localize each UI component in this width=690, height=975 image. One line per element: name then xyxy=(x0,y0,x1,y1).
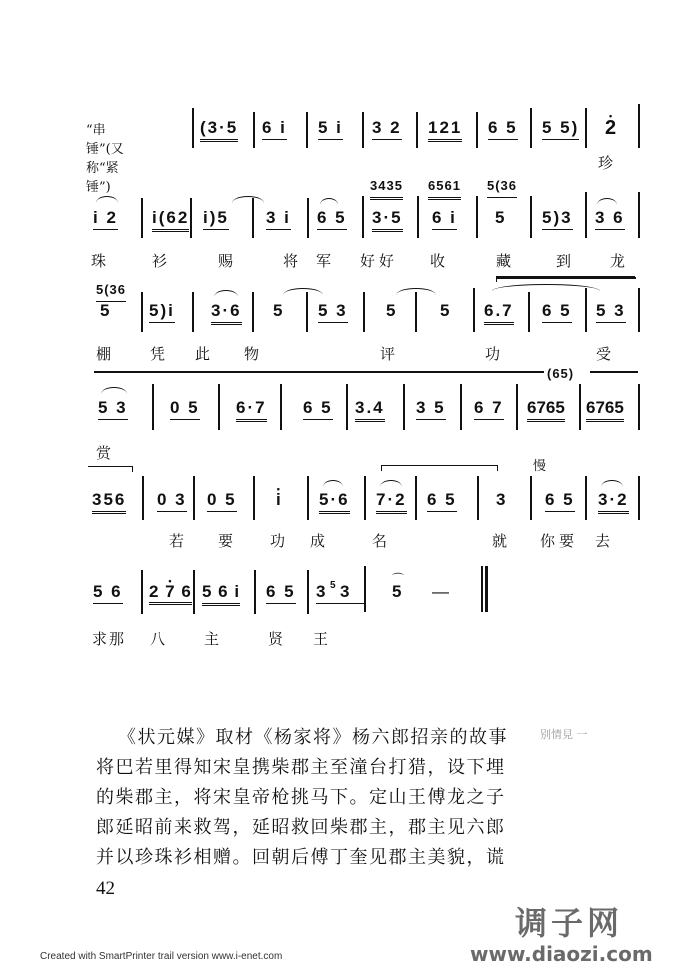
watermark-url: www.diaozi.com xyxy=(470,942,653,966)
fermata-icon: ⌒ xyxy=(392,572,405,586)
note: 3.4 xyxy=(355,398,385,422)
note: 6.7 xyxy=(484,301,514,325)
note: 3 5 xyxy=(416,398,446,420)
tempo-label: “串锤”(又称“紧锤”) xyxy=(86,123,124,195)
sustain-dash: — xyxy=(432,582,451,601)
lyric: 功 xyxy=(485,345,501,363)
note: 3 xyxy=(340,582,352,601)
note: 5 xyxy=(392,582,404,601)
lyric: 若 xyxy=(169,532,185,550)
note: 6 5 xyxy=(488,118,518,140)
tempo-mark: 慢 xyxy=(533,459,547,474)
prose-line: 将巴若里得知宋皇携柴郡主至潼台打猎，设下埋 xyxy=(96,757,506,778)
lyric: 要 xyxy=(218,532,234,550)
lyric: 贤 xyxy=(268,630,284,648)
note: • 2 xyxy=(605,117,618,139)
lyric: 棚 xyxy=(96,345,112,363)
note: 5)3 xyxy=(542,208,573,230)
note: i 2 xyxy=(93,208,118,230)
note: 3·2 xyxy=(598,490,629,514)
note: 5 3 xyxy=(318,301,348,323)
lyric: 求那 xyxy=(92,630,127,648)
note: 6765 xyxy=(586,398,624,422)
note: 7·2 xyxy=(376,490,407,514)
note: 5 xyxy=(100,301,112,320)
note: i)5 xyxy=(203,208,229,230)
note: 3 2 xyxy=(372,118,402,140)
lyric: 好好 xyxy=(360,252,399,270)
note: 6 i xyxy=(432,208,457,230)
note: 3 xyxy=(496,490,508,509)
note: 5 xyxy=(440,301,452,320)
note: 5 6 xyxy=(93,582,123,604)
note: 3 i xyxy=(266,208,291,230)
grace-group xyxy=(316,580,366,604)
note: 0 5 xyxy=(170,398,200,420)
note: 3 xyxy=(316,582,328,601)
watermark-title: 调子网 xyxy=(515,904,624,942)
lyric: 龙 xyxy=(610,252,626,270)
page-number: 42 xyxy=(96,878,115,899)
note: 6 5 xyxy=(266,582,296,604)
lyric: 藏 xyxy=(496,252,512,270)
lyric: 评 xyxy=(380,345,396,363)
note: 5 xyxy=(273,301,285,320)
note: 6 5 xyxy=(545,490,575,512)
grace-note: 5 xyxy=(330,580,338,591)
note: 0 5 xyxy=(207,490,237,512)
prose-line: 郎延昭前来救驾，延昭救回柴郡主，郡主见六郎 xyxy=(96,817,506,838)
lyric: 衫 xyxy=(152,252,168,270)
lyric: 物 xyxy=(244,345,260,363)
lyric: 去 xyxy=(595,532,611,550)
note: 5 xyxy=(386,301,398,320)
note: 6 i xyxy=(262,118,287,140)
footer-text: Created with SmartPrinter trail version www.i-enet.com xyxy=(40,951,283,962)
variant-note: 6561 xyxy=(428,176,461,200)
side-fragment: 别情見 一 xyxy=(540,728,588,741)
note: 6 5 xyxy=(427,490,457,512)
lyric: 珍 xyxy=(598,154,614,172)
variant-note: 3435 xyxy=(370,176,403,200)
lyric: 就 xyxy=(492,532,508,550)
lyric: 珠 xyxy=(91,252,107,270)
lyric: 将 xyxy=(283,252,299,270)
note: 5 xyxy=(495,208,507,227)
note: 6765 xyxy=(527,398,565,422)
note: 6 5 xyxy=(542,301,572,323)
variant-note: 5(36 xyxy=(487,176,517,198)
lyric: 王 xyxy=(313,630,329,648)
note: 5 3 xyxy=(596,301,626,323)
note: 6 7 xyxy=(474,398,504,420)
note: 3·6 xyxy=(211,301,242,325)
prose-line: 《状元媒》取材《杨家将》杨六郎招亲的故事 xyxy=(118,727,508,748)
note: 5·6 xyxy=(319,490,350,514)
prose-line: 并以珍珠衫相赠。回朝后傅丁奎见郡主美貌，谎 xyxy=(96,847,506,868)
note: • 2 7 6 xyxy=(149,582,192,605)
lyric: 凭 xyxy=(150,345,166,363)
note: 356 xyxy=(92,490,126,514)
note: 5 6 i xyxy=(202,582,240,606)
lyric: 八 xyxy=(150,630,166,648)
note: 5 i xyxy=(318,118,343,140)
note: 121 xyxy=(428,118,462,142)
lyric: 成 xyxy=(310,532,326,550)
annotation: (65) xyxy=(547,366,575,381)
note: 6·7 xyxy=(236,398,267,422)
lyric: 收 xyxy=(430,252,446,270)
lyric: 受 xyxy=(596,345,612,363)
lyric: 到 xyxy=(556,252,572,270)
note: 5 3 xyxy=(98,398,128,420)
lyric: 赐 xyxy=(218,252,234,270)
lyric: 赏 xyxy=(96,444,112,462)
lyric: 军 xyxy=(316,252,332,270)
lyric: 主 xyxy=(204,630,220,648)
note: 6 5 xyxy=(317,208,347,230)
variant-note: 5(36 xyxy=(96,280,126,302)
note: • i xyxy=(276,490,283,509)
prose-line: 的柴郡主，将宋皇帝枪挑马下。定山王傅龙之子 xyxy=(96,787,506,808)
note: 3·5 xyxy=(372,208,403,232)
lyric: 此 xyxy=(195,345,211,363)
note: 5 5) xyxy=(542,118,579,140)
note: i(62 xyxy=(152,208,189,232)
note: (3·5 xyxy=(200,118,238,142)
lyric: 你要 xyxy=(540,532,579,550)
note: 0 3 xyxy=(157,490,187,512)
lyric: 名 xyxy=(372,532,388,550)
note: 3 6 xyxy=(595,208,625,230)
note: 6 5 xyxy=(303,398,333,420)
lyric: 功 xyxy=(270,532,286,550)
note: 5)i xyxy=(149,301,175,323)
